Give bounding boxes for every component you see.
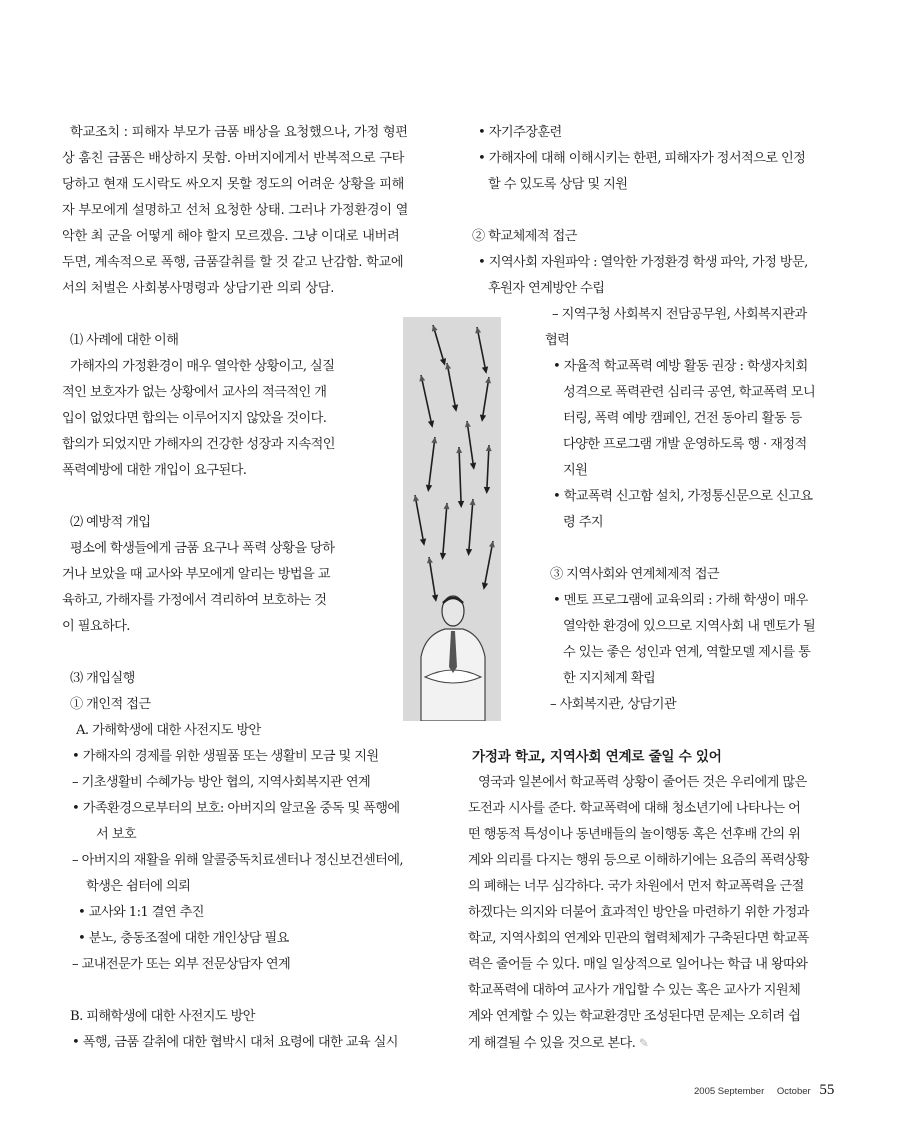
section3-itemA-1: • 가해자의 경제를 위한 생필품 또는 생활비 모금 및 지원 [72, 749, 379, 764]
section2-title: ⑵ 예방적 개입 [70, 515, 151, 530]
sub3-item-4: 한 지지체계 확립 [563, 671, 656, 686]
closing-line-7: 학교, 지역사회의 연계와 민관의 협력체제가 구축된다면 학교폭 [468, 931, 809, 946]
section1-title: ⑴ 사례에 대한 이해 [70, 333, 179, 348]
section3-itemA-9: – 교내전문가 또는 외부 전문상담자 연계 [72, 957, 291, 972]
closing-line-9: 학교폭력에 대하여 교사가 개입할 수 있는 혹은 교사가 지원체 [468, 983, 801, 998]
sub2-item-5: • 자율적 학교폭력 예방 활동 권장 : 학생자치회 [553, 359, 808, 374]
right-top-item-1: • 자기주장훈련 [478, 125, 562, 140]
section1-line-4: 합의가 되었지만 가해자의 건강한 성장과 지속적인 [62, 437, 335, 452]
section2-line-2: 거나 보았을 때 교사와 부모에게 알리는 방법을 교 [62, 567, 330, 582]
section1-line-2: 적인 보호자가 없는 상황에서 교사의 적극적인 개 [62, 385, 327, 400]
end-mark-icon: ✎ [638, 1036, 649, 1050]
closing-line-6: 하겠다는 의지와 더불어 효과적인 방안을 마련하기 위한 가정과 [468, 905, 809, 920]
section3-subA: A. 가해학생에 대한 사전지도 방안 [76, 723, 261, 738]
section2-line-3: 육하고, 가해자를 가정에서 격리하여 보호하는 것 [62, 593, 327, 608]
closing-line-11-text: 게 해결될 수 있을 것으로 본다. [468, 1036, 636, 1051]
section3-itemA-2: – 기초생활비 수혜가능 방안 협의, 지역사회복지관 연계 [72, 775, 371, 790]
section3-itemA-8: • 분노, 충동조절에 대한 개인상담 필요 [78, 931, 289, 946]
sub2-item-4: 협력 [545, 333, 570, 348]
section3-itemA-4: 서 보호 [96, 827, 137, 842]
section1-line-5: 폭력예방에 대한 개입이 요구된다. [62, 463, 247, 478]
sub2-item-11: 령 주지 [563, 515, 604, 530]
section1-line-1: 가해자의 가정환경이 매우 열악한 상황이고, 실질 [70, 359, 335, 374]
case-line-6: 두면, 계속적으로 폭행, 금품갈취를 할 것 같고 난감함. 학교에 [62, 255, 404, 270]
closing-line-2: 도전과 시사를 준다. 학교폭력에 대해 청소년기에 나타나는 어 [468, 801, 801, 816]
sub2-item-7: 터링, 폭력 예방 캠페인, 건전 동아리 활동 등 [563, 411, 802, 426]
sub2-item-9: 지원 [563, 463, 588, 478]
arrows-falling-on-man-illustration [403, 317, 501, 721]
sub2-item-1: • 지역사회 자원파악 : 열악한 가정환경 학생 파악, 가정 방문, [478, 255, 808, 270]
case-line-2: 상 훔친 금품은 배상하지 못함. 아버지에게서 반복적으로 구타 [62, 151, 405, 166]
section-heading: 가정과 학교, 지역사회 연계로 줄일 수 있어 [472, 749, 722, 765]
closing-line-5: 의 폐해는 너무 심각하다. 국가 차원에서 먼저 학교폭력을 근절 [468, 879, 804, 894]
closing-line-11 [468, 1034, 648, 1053]
sub2-item-8: 다양한 프로그램 개발 운영하도록 행 · 재정적 [563, 437, 807, 452]
closing-line-1: 영국과 일본에서 학교폭력 상황이 줄어든 것은 우리에게 많은 [478, 775, 807, 790]
section3-itemA-7: • 교사와 1:1 결연 추진 [78, 905, 204, 920]
page-number: 55 [819, 1082, 835, 1098]
page-footer [694, 1082, 834, 1099]
section3-itemA-6: 학생은 쉼터에 의뢰 [86, 879, 191, 894]
right-top-item-3: 할 수 있도록 상담 및 지원 [488, 177, 628, 192]
footer-month1: 2005 September [694, 1086, 765, 1097]
sub3-title: ③ 지역사회와 연계체제적 접근 [550, 567, 720, 582]
sub3-item-5: – 사회복지관, 상담기관 [550, 697, 677, 712]
sub2-title: ② 학교체제적 접근 [472, 229, 577, 244]
case-line-7: 서의 처벌은 사회봉사명령과 상담기관 의뢰 상담. [62, 281, 335, 296]
case-line-3: 당하고 현재 도시락도 싸오지 못할 정도의 어려운 상황을 피해 [62, 177, 405, 192]
sub2-item-3: – 지역구청 사회복지 전담공무원, 사회복지관과 [552, 307, 807, 322]
section3-itemA-5: – 아버지의 재활을 위해 알콜중독치료센터나 정신보건센터에, [72, 853, 404, 868]
sub3-item-1: • 멘토 프로그램에 교육의뢰 : 가해 학생이 매우 [553, 593, 808, 608]
sub2-item-6: 성격으로 폭력관련 심리극 공연, 학교폭력 모니 [563, 385, 816, 400]
sub3-item-3: 수 있는 좋은 성인과 연계, 역할모델 제시를 통 [563, 645, 811, 660]
section2-line-1: 평소에 학생들에게 금품 요구나 폭력 상황을 당하 [70, 541, 335, 556]
closing-line-4: 계와 의리를 다지는 행위 등으로 이해하기에는 요즘의 폭력상황 [468, 853, 809, 868]
section2-line-4: 이 필요하다. [62, 619, 130, 634]
section3-subB: B. 피해학생에 대한 사전지도 방안 [70, 1009, 255, 1024]
sub2-item-10: • 학교폭력 신고함 설치, 가정통신문으로 신고요 [553, 489, 813, 504]
section1-line-3: 입이 없었다면 합의는 이루어지지 않았을 것이다. [62, 411, 327, 426]
section3-itemB-1: • 폭행, 금품 갈취에 대한 협박시 대처 요령에 대한 교육 실시 [72, 1035, 398, 1050]
sub2-item-2: 후원자 연계방안 수립 [488, 281, 605, 296]
section3-title: ⑶ 개입실행 [70, 671, 135, 686]
case-line-4: 자 부모에게 설명하고 선처 요청한 상태. 그러나 가정환경이 열 [62, 203, 409, 218]
closing-line-3: 떤 행동적 특성이나 동년배들의 놀이행동 혹은 선후배 간의 위 [468, 827, 801, 842]
right-top-item-2: • 가해자에 대해 이해시키는 한편, 피해자가 정서적으로 인정 [478, 151, 806, 166]
case-line-5: 악한 최 군을 어떻게 해야 할지 모르겠음. 그냥 이대로 내버려 [62, 229, 400, 244]
section3-itemA-3: • 가족환경으로부터의 보호: 아버지의 알코올 중독 및 폭행에 [72, 801, 400, 816]
sub3-item-2: 열악한 환경에 있으므로 지역사회 내 멘토가 될 [563, 619, 816, 634]
case-line-1: 학교조치 : 피해자 부모가 금품 배상을 요청했으나, 가정 형편 [70, 125, 408, 140]
closing-line-10: 계와 연계할 수 있는 학교환경만 조성된다면 문제는 오히려 쉽 [468, 1009, 801, 1024]
closing-line-8: 력은 줄어들 수 있다. 매일 일상적으로 일어나는 학급 내 왕따와 [468, 957, 808, 972]
footer-month2: October [776, 1086, 811, 1097]
section3-sub1: ① 개인적 접근 [70, 697, 151, 712]
